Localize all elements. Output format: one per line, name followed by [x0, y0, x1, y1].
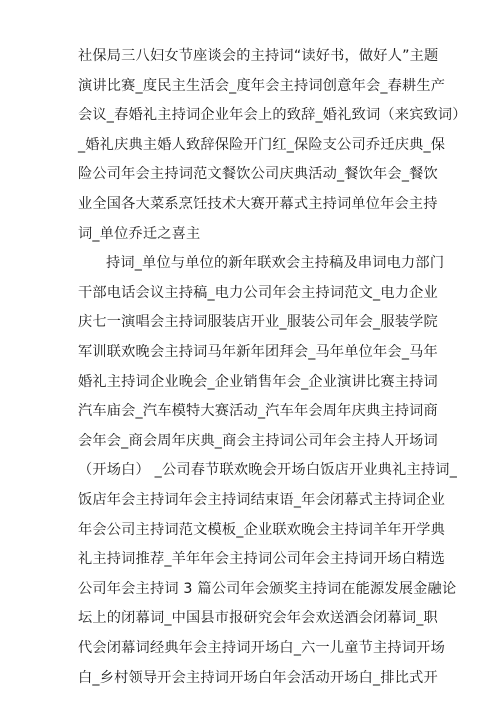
text-line: 词_单位乔迁之喜主 — [78, 225, 201, 242]
text-line: （开场白） _公司春节联欢晚会开场白饭店开业典礼主持词_ — [78, 462, 457, 479]
text-line: 业全国各大菜系烹饪技术大赛开幕式主持词单位年会主持 — [78, 196, 438, 212]
text-line: 礼主持词推荐_羊年年会主持词公司年会主持词开场白精选 — [78, 551, 445, 568]
text-line: 婚礼主持词企业晚会_企业销售年会_企业演讲比赛主持词 — [78, 373, 438, 390]
text-line: 坛上的闭幕词_中国县市报研究会年会欢送酒会闭幕词_职 — [78, 610, 438, 627]
text-line: 会年会_商会周年庆典_商会主持词公司年会主持人开场词 — [78, 432, 438, 449]
paragraph-start-line: 持词_单位与单位的新年联欢会主持稿及串词电力部门 — [106, 255, 445, 272]
text-line: 庆七一演唱会主持词服装店开业_服装公司年会_服装学院 — [78, 314, 438, 331]
text-line: 会议_春婚礼主持词企业年会上的致辞_婚礼致词（来宾致词） — [78, 107, 467, 124]
text-line: 干部电话会议主持稿_电力公司年会主持词范文_电力企业 — [78, 284, 438, 301]
text-line: 公司年会主持词 3 篇公司年会颁奖主持词在能源发展金融论 — [78, 580, 457, 597]
text-line: 饭店年会主持词年会主持词结束语_年会闭幕式主持词企业 — [78, 492, 445, 508]
text-line: 社保局三八妇女节座谈会的主持词“读好书，做好人”主题 — [78, 48, 439, 64]
text-line: 代会闭幕词经典年会主持词开场白_六一儿童节主持词开场 — [78, 640, 445, 656]
text-line: 汽车庙会_汽车模特大赛活动_汽车年会周年庆典主持词商 — [78, 403, 438, 420]
text-line: 军训联欢晚会主持词马年新年团拜会_马年单位年会_马年 — [78, 344, 438, 360]
text-line: 险公司年会主持词范文餐饮公司庆典活动_餐饮年会_餐饮 — [78, 166, 438, 183]
text-line: _婚礼庆典主婚人致辞保险开门红_保险支公司乔迁庆典_保 — [78, 136, 446, 153]
text-line: 白_乡村领导开会主持词开场白年会活动开场白_排比式开 — [78, 669, 438, 686]
text-line: 演讲比赛_度民主生活会_度年会主持词创意年会_春耕生产 — [78, 77, 446, 94]
text-line: 年会公司主持词范文模板_企业联欢晚会主持词羊年开学典 — [78, 521, 445, 538]
